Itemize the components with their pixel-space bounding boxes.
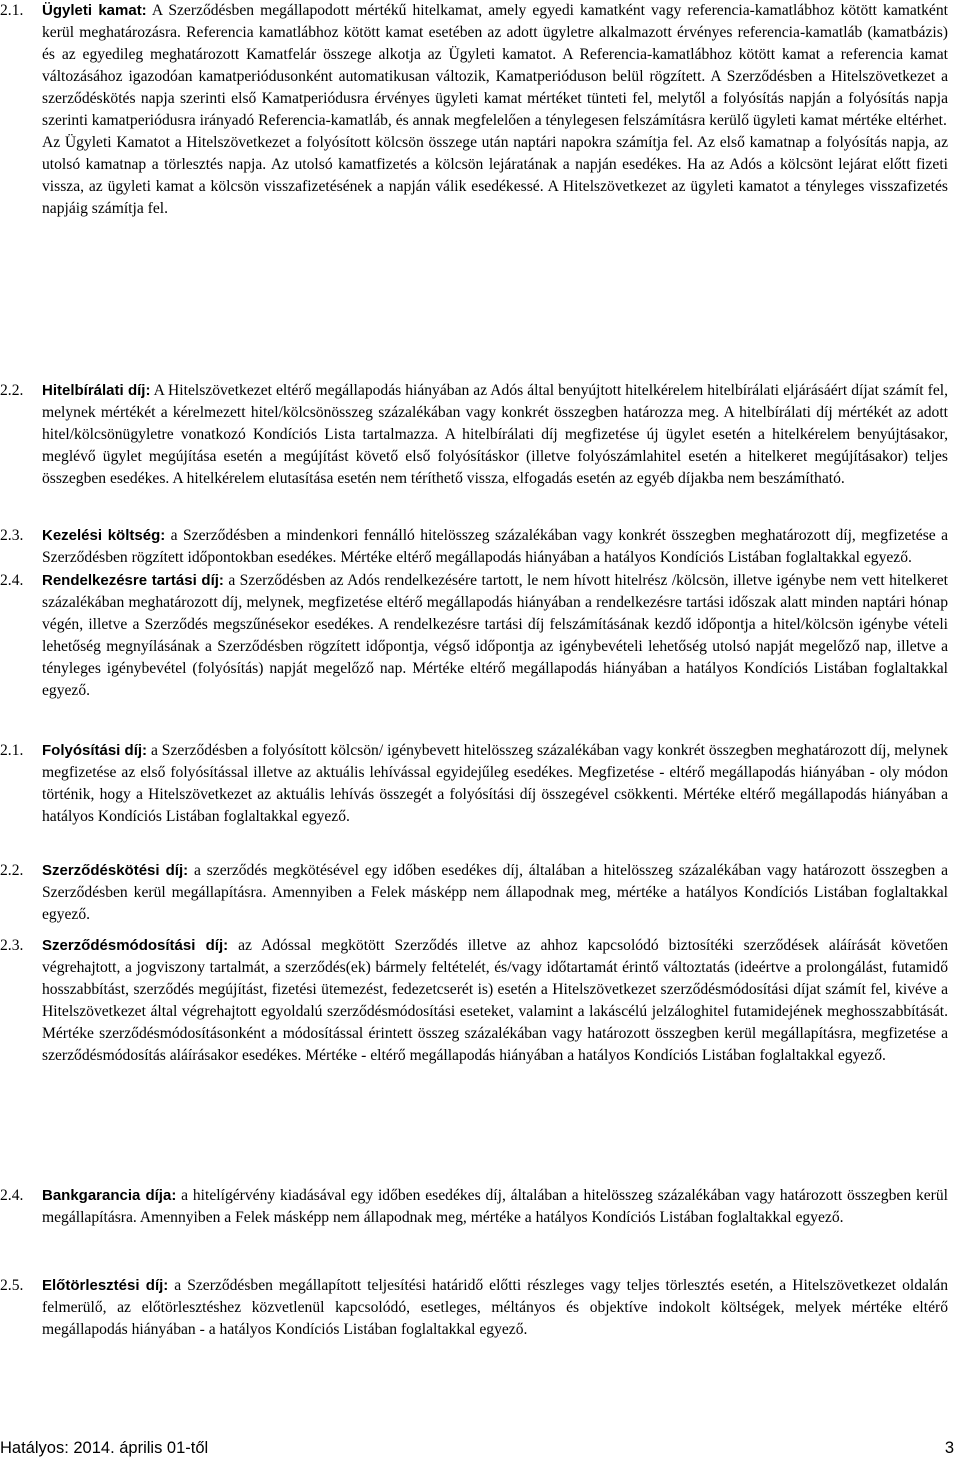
section-paragraph bbox=[42, 525, 948, 569]
section-title: Szerződésmódosítási díj: bbox=[42, 937, 229, 954]
section-item bbox=[0, 0, 954, 220]
section-title: Előtörlesztési díj: bbox=[42, 1277, 169, 1294]
section-title: Bankgarancia díja: bbox=[42, 1187, 177, 1204]
section-text: Az Ügyleti Kamatot a Hitelszövetkezet a folyósított kölcsön összege után naptári napokra számítja fel. Az első kamatnap a folyósítás napja, az utolsó kamatnap a törlesztés napja. Az utolsó kamatfizetés a kölcsön lejáratának a napján esedékes. Ha az Adós a kölcsönt lejárat előtt fizeti vissza, az ügyleti kamat a kölcsön visszafizetésének a napján válik esedékessé. A Hitelszövetkezet az ügyleti kamatot a tényleges visszafizetés napjáig számítja fel. bbox=[42, 134, 948, 217]
section-paragraph bbox=[42, 0, 948, 132]
section-number: 2.5. bbox=[0, 1277, 24, 1294]
page-number: 3 bbox=[944, 1439, 954, 1457]
section-text: a Szerződésben az Adós rendelkezésére tartott, le nem hívott hitelrész /kölcsön, illetve igénybe nem vett hitelkeret százalékában meghatározott díj, melynek, megfizetése eltérő megállapodás hiányában a rendelkezésre tartási időszak alatt minden naptári hónap végén, illetve a Szerződés megszűnésekor esedékes. A rendelkezésre tartási díj felszámításának kezdő időpontja a hitel/kölcsön igénybe vételi lehetőség megnyílásának a Szerződésben rögzített időpontja, végső időpontja az igénybevételi lehetőség utolsó napját megelőző nap, illetve a tényleges igénybevétel (folyósítás) napját megelőző nap. Mértéke eltérő megállapodás hiányában a hatályos Kondíciós Listában foglaltakkal egyező. bbox=[42, 572, 948, 699]
section-text: a szerződés megkötésével egy időben esedékes díj, általában a hitelösszeg százalékában vagy határozott összegben a Szerződésben kerül megállapításra. Amennyiben a Felek másképp nem állapodnak meg, mértéke a hatályos Kondíciós Listában foglaltakkal egyező. bbox=[42, 862, 948, 923]
section-item bbox=[0, 1275, 954, 1341]
section-paragraph bbox=[42, 132, 948, 220]
section-paragraph bbox=[42, 570, 948, 702]
section-title: Rendelkezésre tartási díj: bbox=[42, 572, 224, 589]
section-title: Szerződéskötési díj: bbox=[42, 862, 189, 879]
section-title: Kezelési költség: bbox=[42, 527, 166, 544]
section-number: 2.3. bbox=[0, 527, 24, 544]
section-item bbox=[0, 740, 954, 828]
section-paragraph bbox=[42, 860, 948, 926]
effective-date: Hatályos: 2014. április 01-től bbox=[0, 1439, 209, 1457]
section-item bbox=[0, 1185, 954, 1229]
section-number: 2.4. bbox=[0, 572, 24, 589]
section-number: 2.2. bbox=[0, 382, 24, 399]
section-number: 2.1. bbox=[0, 742, 24, 759]
section-paragraph bbox=[42, 380, 948, 490]
section-text: A Hitelszövetkezet eltérő megállapodás hiányában az Adós által benyújtott hitelkérelem hitelbírálati eljárásáért díjat számít fel, melynek mértékét a kérelmezett hitel/kölcsönösszeg százalékában vagy konkrét összegben határozza meg. A hitelbírálati díj mértékét az adott hitel/kölcsönügyletre vonatkozó Kondíciós Lista tartalmazza. A hitelbírálati díj megfizetése új ügylet esetén a hitelkérelem benyújtásakor, meglévő ügylet megújítása esetén a megújítást követő első folyósításkor (illetve folyószámlahitel esetén a hitelkeret megújításakor) teljes összegben esedékes. A hitelkérelem elutasítása esetén nem téríthető vissza, elfogadás esetén az egyéb díjakba nem beszámítható. bbox=[42, 382, 948, 487]
section-title: Folyósítási díj: bbox=[42, 742, 148, 759]
section-paragraph bbox=[42, 935, 948, 1067]
section-number: 2.3. bbox=[0, 937, 24, 954]
section-text: a Szerződésben a mindenkori fennálló hitelösszeg százalékában vagy konkrét összegben meghatározott díj, megfizetése a Szerződésben rögzített időpontokban esedékes. Mértéke eltérő megállapodás hiányában a hatályos Kondíciós Listában foglaltakkal egyező. bbox=[42, 527, 949, 566]
section-text: a Szerződésben a folyósított kölcsön/ igénybevett hitelösszeg százalékában vagy konkrét összegben meghatározott díj, melynek megfizetése az első folyósítással illetve az aktuális lehívással egyidejűleg esedékes. Megfizetése - eltérő megállapodás hiányában - oly módon történik, hogy a Hitelszövetkezet az aktuális lehívás összegét a folyósítási díj összegével csökkenti. Mértéke eltérő megállapodás hiányában a hatályos Kondíciós Listában foglaltakkal egyező. bbox=[42, 742, 948, 825]
section-number: 2.2. bbox=[0, 862, 24, 879]
section-text: az Adóssal megkötött Szerződés illetve az ahhoz kapcsolódó biztosítéki szerződések aláírását követően végrehajtott, a jogviszony tartalmát, a szerződés(ek) bármely feltételét, és/vagy időtartamát érintő változtatás (ideértve a prolongálást, futamidő hosszabbítást, szerződés megújítást, fizetési ütemezést, fedezetcserét is) esetén a Hitelszövetkezet szerződésmódosítási díjat számít fel, kivéve a Hitelszövetkezet által végrehajtott egyoldalú szerződésmódosítási eseteket, valamint a lakáscélú jelzáloghitel futamidejének meghosszabbítását. Mértéke szerződésmódosításonként a módosítással érintett összeg százalékában vagy határozott összegben kerül megállapításra, megfizetése a szerződésmódosítás aláírásakor esedékes. Mértéke - eltérő megállapodás hiányában a hatályos Kondíciós Listában foglaltakkal egyező. bbox=[42, 937, 948, 1064]
section-number: 2.4. bbox=[0, 1187, 24, 1204]
section-title: Ügyleti kamat: bbox=[42, 2, 147, 19]
section-item bbox=[0, 860, 954, 926]
section-item bbox=[0, 380, 954, 490]
section-title: Hitelbírálati díj: bbox=[42, 382, 151, 399]
section-item bbox=[0, 525, 954, 569]
section-paragraph bbox=[42, 1185, 948, 1229]
section-text: A Szerződésben megállapodott mértékű hitelkamat, amely egyedi kamatként vagy referencia-kamatlábhoz kötött kamatként kerül meghatározásra. Referencia kamatlábhoz kötött kamat esetében az adott ügyletre alkalmazott érvényes referencia-kamatláb (kamatbázis) és az egyedileg meghatározott Kamatfelár összege alkotja az Ügyleti kamatot. A Referencia-kamatlábhoz kötött kamat a referencia kamat változásához igazodóan kamatperiódusonként automatikusan változik, Kamatperióduson belül rögzített. A Szerződésben a Hitelszövetkezet a szerződéskötés napja szerinti első Kamatperiódusra érvényes ügyleti kamat mértéket tünteti fel, melytől a folyósítás napján a folyósítás napja szerinti kamatperiódusra irányadó Referencia-kamatláb, és annak megfelelően a ténylegesen felszámításra kerülő ügyleti kamat mértéke eltérhet. bbox=[42, 2, 948, 129]
section-number: 2.1. bbox=[0, 2, 24, 19]
section-paragraph bbox=[42, 740, 948, 828]
section-item bbox=[0, 570, 954, 702]
section-item bbox=[0, 935, 954, 1067]
section-text: a hitelígérvény kiadásával egy időben esedékes díj, általában a hitelösszeg százalékában vagy határozott összegben kerül megállapításra. Amennyiben a Felek másképp nem állapodnak meg, mértéke a hatályos Kondíciós Listában foglaltakkal egyező. bbox=[42, 1187, 948, 1226]
section-paragraph bbox=[42, 1275, 948, 1341]
section-text: a Szerződésben megállapított teljesítési határidő előtti részleges vagy teljes törlesztés esetén, a Hitelszövetkezet oldalán felmerülő, az előtörlesztéshez közvetlenül kapcsolódó, esetleges, méltányos és objektíve indokolt költségek, melyek mértéke eltérő megállapodás hiányában - a hatályos Kondíciós Listában foglaltakkal egyező. bbox=[42, 1277, 948, 1338]
